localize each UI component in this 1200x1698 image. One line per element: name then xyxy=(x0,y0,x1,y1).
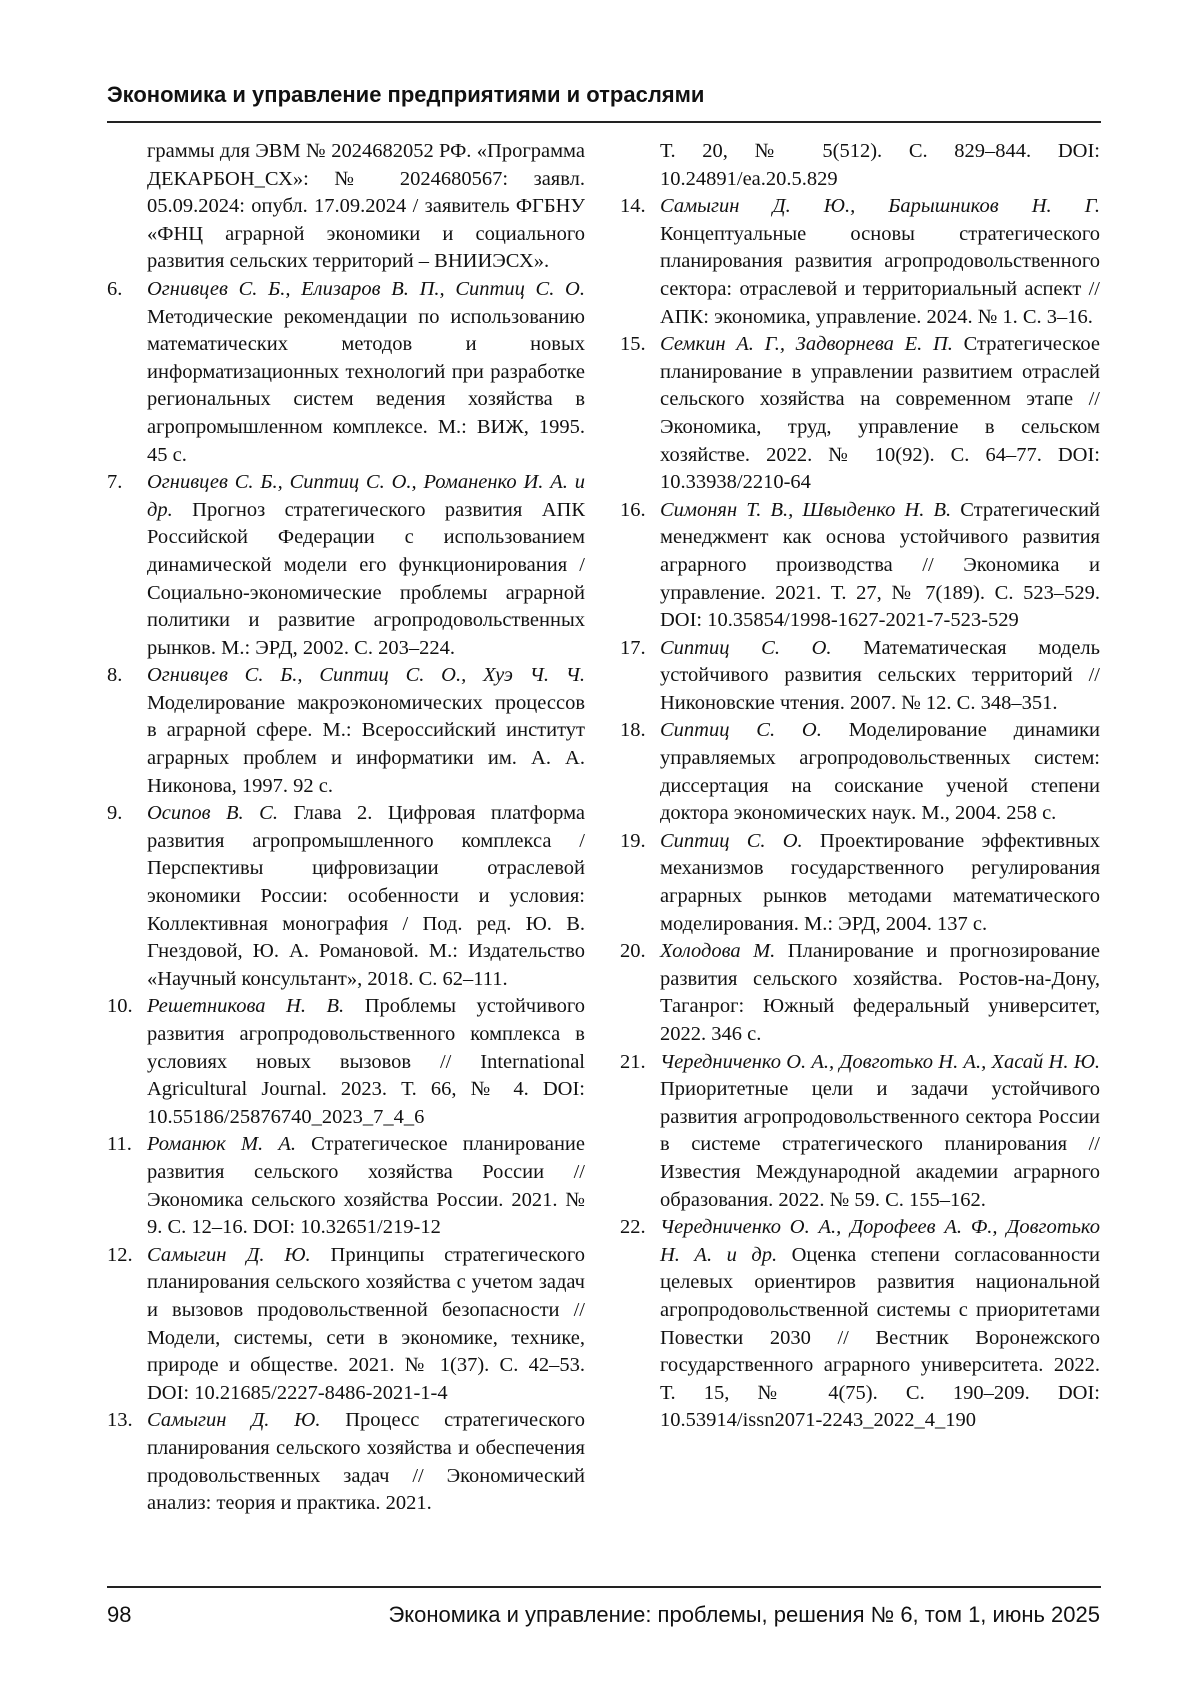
reference-authors: Романюк М. А. xyxy=(147,1133,296,1156)
reference-text: Процесс стратегического планирования сельского хозяйства и обеспечения продовольственных задач // Экономический анализ: теория и практика. 2021. xyxy=(147,1409,586,1515)
reference-authors: Самыгин Д. Ю. xyxy=(147,1243,311,1266)
reference-body xyxy=(147,800,585,993)
reference-authors: Огнивцев С. Б., Сиптиц С. О., Романенко И. А. и др. xyxy=(147,471,585,521)
reference-item xyxy=(620,828,1100,938)
reference-authors: Осипов В. С. xyxy=(147,802,278,825)
reference-item xyxy=(107,276,585,469)
reference-text: Методические рекомендации по использованию математических методов и новых информатизационных технологий при разработке региональных систем ведения хозяйства в агропромышленном комплексе. М.: ВИЖ, 1995. 45 с. xyxy=(147,305,585,466)
references-left-column xyxy=(107,138,585,1518)
reference-body xyxy=(147,138,585,276)
reference-body xyxy=(660,635,1100,718)
reference-body xyxy=(660,331,1100,497)
reference-item xyxy=(620,1214,1100,1435)
reference-authors: Самыгин Д. Ю., Барышников Н. Г. xyxy=(660,195,1100,218)
reference-number: 10. xyxy=(107,995,133,1018)
reference-item xyxy=(620,1049,1100,1215)
reference-number: 18. xyxy=(620,719,646,742)
page-number: 98 xyxy=(107,1602,132,1627)
reference-text: Моделирование динамики управляемых агропродовольственных систем: диссертация на соискание ученой степени доктора экономических наук. М., 2004. 258 с. xyxy=(660,719,1101,825)
reference-item xyxy=(107,469,585,662)
reference-item xyxy=(107,1242,585,1408)
reference-text: Проблемы устойчивого развития агропродовольственного комплекса в условиях новых вызовов // International Agricultural Journal. 2023. Т. 66, № 4. DOI: 10.55186/25876740_2023_7_4_6 xyxy=(147,995,586,1128)
reference-authors: Сиптиц С. О. xyxy=(660,636,832,659)
reference-text: Т. 20, № 5(512). С. 829–844. DOI: 10.24891/ea.20.5.829 xyxy=(660,140,1100,190)
reference-body xyxy=(147,1242,585,1408)
reference-item xyxy=(620,635,1100,718)
reference-text: Математическая модель устойчивого развития сельских территорий // Никоновские чтения. 2007. № 12. С. 348–351. xyxy=(660,636,1101,714)
reference-authors: Чередниченко О. А., Довготько Н. А., Хасай Н. Ю. xyxy=(660,1050,1100,1073)
journal-footer: Экономика и управление: проблемы, решения № 6, том 1, июнь 2025 xyxy=(388,1602,1100,1627)
reference-item xyxy=(620,938,1100,1048)
reference-authors: Решетникова Н. В. xyxy=(147,995,345,1018)
reference-body xyxy=(147,993,585,1131)
reference-number: 9. xyxy=(107,802,123,825)
reference-number: 6. xyxy=(107,277,123,300)
reference-number: 15. xyxy=(620,333,646,356)
reference-text: граммы для ЭВМ № 2024682052 РФ. «Программа ДЕКАРБОН_СХ»: № 2024680567: заявл. 05.09.2024: опубл. 17.09.2024 / заявитель ФГБНУ «ФНЦ аграрной экономики и социального развития сельских территорий – ВНИИЭСХ». xyxy=(147,140,585,273)
reference-number: 7. xyxy=(107,471,123,494)
reference-number: 19. xyxy=(620,829,646,852)
reference-number: 20. xyxy=(620,940,646,963)
references-right-column xyxy=(620,138,1100,1435)
reference-item xyxy=(107,1407,585,1517)
reference-item xyxy=(107,1131,585,1241)
reference-authors: Огнивцев С. Б., Сиптиц С. О., Хуэ Ч. Ч. xyxy=(147,664,585,687)
header-rule xyxy=(107,121,1101,123)
reference-body xyxy=(660,938,1100,1048)
reference-body xyxy=(147,662,585,800)
reference-item xyxy=(620,717,1100,827)
reference-authors: Сиптиц С. О. xyxy=(660,719,822,742)
reference-body xyxy=(660,828,1100,938)
reference-authors: Чередниченко О. А., Дорофеев А. Ф., Довготько Н. А. и др. xyxy=(660,1216,1100,1266)
reference-body xyxy=(660,138,1100,193)
reference-body xyxy=(660,193,1100,331)
reference-text: Стратегическое планирование в управлении развитием отраслей сельского хозяйства на современном этапе // Экономика, труд, управление в сельском хозяйстве. 2022. № 10(92). С. 64–77. DOI: 10.33938/2210-64 xyxy=(660,333,1101,494)
reference-body xyxy=(147,1407,585,1517)
reference-text: Принципы стратегического планирования сельского хозяйства с учетом задач и вызовов продовольственной безопасности // Модели, системы, сети в экономике, технике, природе и обществе. 2021. № 1(37). С. 42–53. DOI: 10.21685/2227-8486-2021-1-4 xyxy=(147,1243,585,1404)
reference-body xyxy=(660,1049,1100,1215)
reference-number: 11. xyxy=(107,1133,132,1156)
reference-text: Оценка степени согласованности целевых ориентиров развития национальной агропродовольственной системы с приоритетами Повестки 2030 // Вестник Воронежского государственного аграрного университета. 2022. Т. 15, № 4(75). С. 190–209. DOI: 10.53914/issn2071-2243_2022_4_190 xyxy=(660,1243,1101,1432)
reference-authors: Семкин А. Г., Задворнева Е. П. xyxy=(660,333,953,356)
reference-authors: Сиптиц С. О. xyxy=(660,829,803,852)
footer-rule xyxy=(107,1586,1101,1588)
reference-text: Стратегический менеджмент как основа устойчивого развития аграрного производства // Экономика и управление. 2021. Т. 27, № 7(189). С. 523–529. DOI: 10.35854/1998-1627-2021-7-523-529 xyxy=(660,498,1100,632)
reference-text: Прогноз стратегического развития АПК Российской Федерации с использованием динамической модели его функционирования / Социально-экономические проблемы аграрной политики и развитие агропродовольственных рынков. М.: ЭРД, 2002. С. 203–224. xyxy=(147,498,586,659)
reference-number: 14. xyxy=(620,195,646,218)
running-header: Экономика и управление предприятиями и отраслями xyxy=(107,82,705,107)
reference-text: Стратегическое планирование развития сельского хозяйства России // Экономика сельского хозяйства России. 2021. № 9. С. 12–16. DOI: 10.32651/219-12 xyxy=(147,1133,585,1239)
reference-item xyxy=(107,662,585,800)
reference-body xyxy=(660,717,1100,827)
reference-authors: Огнивцев С. Б., Елизаров В. П., Сиптиц С. О. xyxy=(147,277,585,300)
reference-body xyxy=(147,469,585,662)
reference-item xyxy=(620,138,1100,193)
reference-body xyxy=(660,497,1100,635)
reference-body xyxy=(147,1131,585,1241)
reference-item xyxy=(620,497,1100,635)
reference-number: 22. xyxy=(620,1216,646,1239)
reference-item xyxy=(620,193,1100,331)
reference-authors: Холодова М. xyxy=(660,940,776,963)
reference-body xyxy=(147,276,585,469)
reference-number: 13. xyxy=(107,1409,133,1432)
reference-item xyxy=(107,138,585,276)
reference-number: 17. xyxy=(620,636,646,659)
reference-text: Проектирование эффективных механизмов государственного регулирования аграрных рынков методами математического моделирования. М.: ЭРД, 2004. 137 с. xyxy=(660,829,1100,935)
reference-text: Приоритетные цели и задачи устойчивого развития агропродовольственного сектора России в системе стратегического планирования // Известия Международной академии аграрного образования. 2022. № 59. С. 155–162. xyxy=(660,1078,1100,1211)
reference-text: Моделирование макроэкономических процессов в аграрной сфере. М.: Всероссийский институт аграрных проблем и информатики им. А. А. Никонова, 1997. 92 с. xyxy=(147,691,585,797)
reference-number: 16. xyxy=(620,498,646,521)
reference-item xyxy=(107,800,585,993)
reference-number: 21. xyxy=(620,1050,646,1073)
reference-authors: Самыгин Д. Ю. xyxy=(147,1409,321,1432)
reference-number: 12. xyxy=(107,1243,133,1266)
reference-number: 8. xyxy=(107,664,123,687)
reference-item xyxy=(620,331,1100,497)
reference-authors: Симонян Т. В., Швыденко Н. В. xyxy=(660,498,952,521)
reference-body xyxy=(660,1214,1100,1435)
reference-text: Концептуальные основы стратегического планирования развития агропродовольственного сектора: отраслевой и территориальный аспект // АПК: экономика, управление. 2024. № 1. С. 3–16. xyxy=(660,222,1100,328)
reference-text: Глава 2. Цифровая платформа развития агропромышленного комплекса / Перспективы цифровизации отраслевой экономики России: особенности и условия: Коллективная монография / Под. ред. Ю. В. Гнездовой, Ю. А. Романовой. М.: Издательство «Научный консультант», 2018. С. 62–111. xyxy=(147,802,586,990)
reference-text: Планирование и прогнозирование развития сельского хозяйства. Ростов-на-Дону, Таганрог: Южный федеральный университет, 2022. 346 с. xyxy=(660,940,1101,1045)
reference-item xyxy=(107,993,585,1131)
